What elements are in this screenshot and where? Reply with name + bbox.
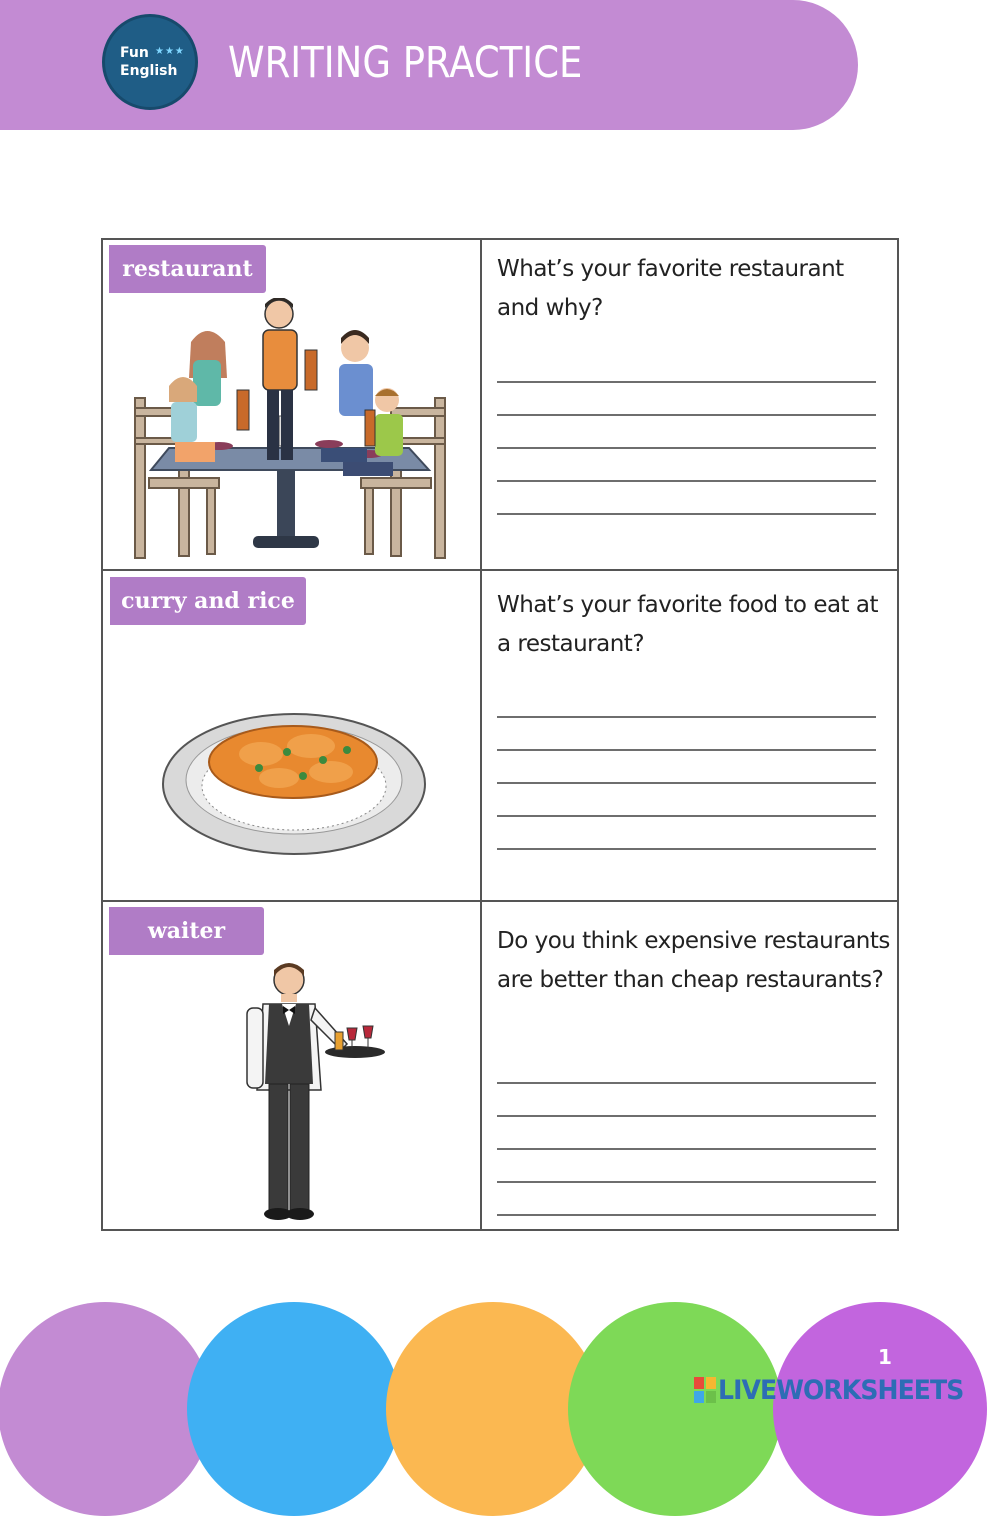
liveworksheets-logo-icon xyxy=(694,1377,716,1403)
vocab-label-curry-and-rice: curry and rice xyxy=(110,577,306,625)
writing-line[interactable] xyxy=(497,716,876,718)
writing-line[interactable] xyxy=(497,1115,876,1117)
header-banner xyxy=(0,0,858,130)
row-divider xyxy=(103,900,897,902)
writing-line[interactable] xyxy=(497,749,876,751)
footer-bubble-violet xyxy=(773,1302,987,1516)
logo-text-fun: Fun xyxy=(120,45,149,61)
writing-line[interactable] xyxy=(497,1214,876,1216)
writing-line[interactable] xyxy=(497,782,876,784)
restaurant-family-illustration xyxy=(129,298,451,562)
page-title: WRITING PRACTICE xyxy=(228,38,583,88)
writing-line[interactable] xyxy=(497,447,876,449)
writing-line[interactable] xyxy=(497,513,876,515)
footer-bubble-blue xyxy=(187,1302,401,1516)
row-divider xyxy=(103,569,897,571)
waiter-illustration xyxy=(237,960,387,1226)
vocab-label-restaurant: restaurant xyxy=(109,245,266,293)
writing-line[interactable] xyxy=(497,1181,876,1183)
writing-line[interactable] xyxy=(497,848,876,850)
question-restaurant: What’s your favorite restaurant and why? xyxy=(497,256,844,321)
column-divider xyxy=(480,240,482,1229)
footer-bubble-green xyxy=(568,1302,782,1516)
logo-text-english: English xyxy=(120,63,178,79)
fun-english-logo xyxy=(102,14,198,110)
page-number: 1 xyxy=(878,1345,892,1369)
question-favorite-food: What’s your favorite food to eat at a restaurant? xyxy=(497,592,879,657)
footer-bubble-purple xyxy=(0,1302,212,1516)
practice-table xyxy=(101,238,899,1231)
writing-line[interactable] xyxy=(497,1082,876,1084)
writing-line[interactable] xyxy=(497,815,876,817)
writing-line[interactable] xyxy=(497,381,876,383)
writing-line[interactable] xyxy=(497,1148,876,1150)
vocab-label-waiter: waiter xyxy=(109,907,264,955)
curry-and-rice-illustration xyxy=(161,706,427,856)
liveworksheets-wordmark: LIVEWORKSHEETS xyxy=(718,1375,964,1406)
question-expensive-restaurants: Do you think expensive restaurants are better than cheap restaurants? xyxy=(497,928,890,993)
writing-line[interactable] xyxy=(497,414,876,416)
logo-stars-icon: ★★★ xyxy=(155,46,185,57)
writing-line[interactable] xyxy=(497,480,876,482)
